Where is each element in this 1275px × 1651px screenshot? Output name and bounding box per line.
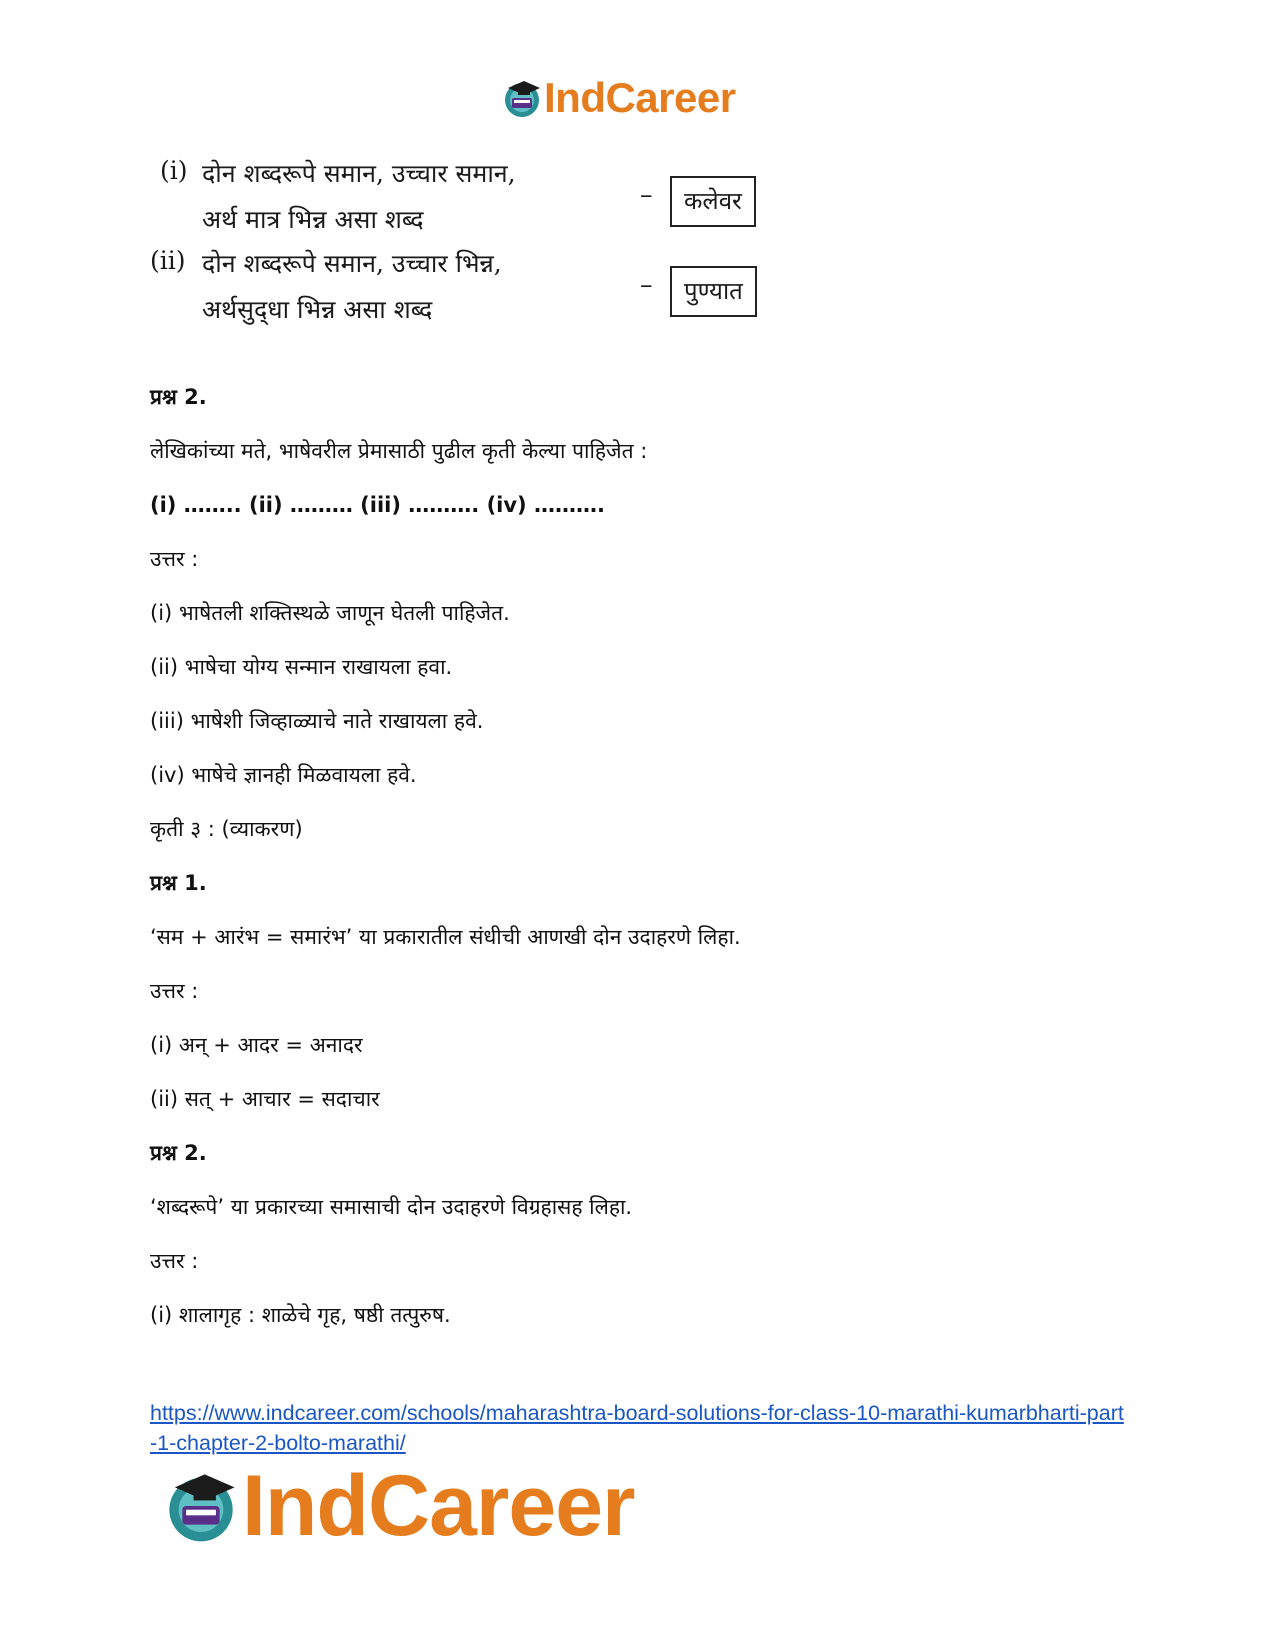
answer-item: (ii) भाषेचा योग्य सन्मान राखायला हवा.	[150, 655, 453, 679]
scan-row-number: (ii)	[150, 246, 186, 275]
brand-name: IndCareer	[544, 74, 736, 121]
question-heading: प्रश्न 2.	[150, 385, 207, 409]
source-link[interactable]: https://www.indcareer.com/schools/maharashtra-board-solutions-for-class-10-marathi-kumarbharti-part-1-chapter-2-bolto-marathi/	[150, 1401, 1124, 1455]
answer-label: उत्तर :	[150, 979, 199, 1003]
scan-row-line2: अर्थ मात्र भिन्न असा शब्द	[202, 205, 424, 234]
scan-row-answer-box: पुण्यात	[670, 266, 757, 317]
answer-item: (i) भाषेतली शक्तिस्थळे जाणून घेतली पाहिजेत.	[150, 601, 510, 625]
answer-label: उत्तर :	[150, 1249, 199, 1273]
indcareer-logo-bottom	[160, 1458, 635, 1554]
brand-name: IndCareer	[242, 1458, 635, 1554]
answer-item: (i) अन् + आदर = अनादर	[150, 1033, 363, 1057]
indcareer-logo-top	[500, 76, 736, 120]
scan-row-line1: दोन शब्दरूपे समान, उच्चार समान,	[202, 159, 516, 188]
scan-row-line1: दोन शब्दरूपे समान, उच्चार भिन्न,	[202, 249, 502, 278]
graduation-cap-globe-icon	[160, 1465, 242, 1547]
scan-row-line2: अर्थसुद्‌धा भिन्न असा शब्द	[202, 295, 433, 324]
question-text: लेखिकांच्या मते, भाषेवरील प्रेमासाठी पुढील कृती केल्या पाहिजेत :	[150, 439, 648, 463]
question-text: ‘शब्दरूपे’ या प्रकारच्या समासाची दोन उदाहरणे विग्रहासह लिहा.	[150, 1195, 633, 1219]
blanks-line: (i) …….. (ii) ……… (iii) ………. (iv) ……….	[150, 493, 605, 517]
question-heading: प्रश्न 2.	[150, 1141, 207, 1165]
scan-row-dash: –	[640, 180, 653, 209]
answer-item: (iii) भाषेशी जिव्हाळ्याचे नाते राखायला हवे.	[150, 709, 484, 733]
scan-row-answer-box: कलेवर	[670, 176, 756, 227]
answer-item: (i) शालागृह : शाळेचे गृह, षष्ठी तत्पुरुष.	[150, 1303, 451, 1327]
answer-item: (iv) भाषेचे ज्ञानही मिळवायला हवे.	[150, 763, 417, 787]
answer-label: उत्तर :	[150, 547, 199, 571]
question-text: ‘सम + आरंभ = समारंभ’ या प्रकारातील संधीची आणखी दोन उदाहरणे लिहा.	[150, 925, 741, 949]
section-heading: कृती ३ : (व्याकरण)	[150, 817, 303, 841]
graduation-cap-globe-icon	[500, 76, 544, 120]
answer-item: (ii) सत् + आचार = सदाचार	[150, 1087, 380, 1111]
scanned-snippet	[150, 150, 770, 340]
scan-row-number: (i)	[160, 156, 188, 185]
question-heading: प्रश्न 1.	[150, 871, 207, 895]
scan-row-dash: –	[640, 270, 653, 299]
